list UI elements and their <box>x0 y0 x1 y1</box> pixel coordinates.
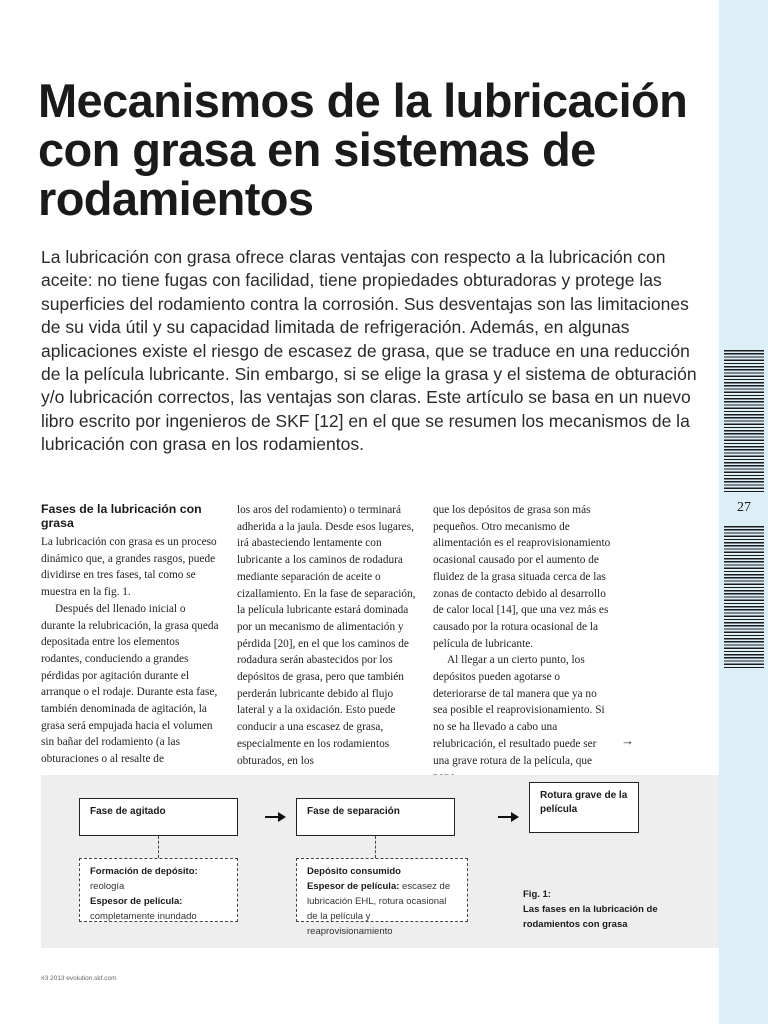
text-column-1 <box>41 502 221 768</box>
paragraph: Después del llenado inicial o durante la relubricación, la grasa queda depositada entre los elementos rodantes, conduciendo a grandes pérdidas por agitación durante el arranque o el rodaje. Durante esta fase, también denominada de agitación, la grasa será empujada hacia el volumen sin bañar del rodamiento (a las obturaciones o al resalte de <box>41 602 219 766</box>
section-heading: Fases de la lubricación con grasa <box>41 502 202 530</box>
detail-value: completamente inundado <box>90 911 197 922</box>
paragraph: los aros del rodamiento) o terminará adherida a la jaula. Desde esos lugares, irá abasteciendo lentamente con lubricante a los caminos de rodadura mediante separación de aceite o cizallamiento. En la fase de separación, la película lubricante estará dominada por un mecanismo de alimentación y pérdida [20], en el que los caminos de rodadura serán abastecidos por los depósitos de grasa, pero que también perderán lubricante debido al flujo lateral y a la oxidación. Esto puede conducir a una escasez de grasa, especialmente en los rodamientos obturados, en los <box>237 504 416 767</box>
figure-label: Fig. 1: <box>523 889 551 900</box>
detail-value: reología <box>90 881 125 892</box>
paragraph: La lubricación con grasa es un proceso dinámico que, a grandes rasgos, puede dividirse en tres fases, tal como se muestra en la fig. 1. <box>41 536 217 599</box>
continue-arrow-icon: → <box>621 733 634 748</box>
separation-details <box>296 858 468 937</box>
text-column-2 <box>237 502 417 769</box>
article-title: Mecanismos de la lubricación con grasa en sistemas de rodamientos <box>38 74 688 225</box>
page-footer: #3 2013 evolution.skf.com <box>41 975 117 982</box>
arrow-right-icon <box>498 811 519 823</box>
article-lead: La lubricación con grasa ofrece claras ventajas con respecto a la lubricación con aceite: no tiene fugas con facilidad, tiene propiedades obturadoras y protege las superficies del rodamiento contra la corrosión. Sus desventajas son las limitaciones de su vida útil y su capacidad limitada de refrigeración. Además, en algunas aplicaciones existe el riesgo de escasez de grasa, que se traduce en una reducción de la película lubricante. Sin embargo, si se elige la grasa y el sistema de obturación y/o lubricación correctos, las ventajas son claras. Este artículo se basa en un nuevo libro escrito por ingenieros de SKF [12] en el que se resumen los mecanismos de la lubricación con grasa en los rodamientos. <box>41 247 697 455</box>
decorative-stripes-bottom <box>724 526 764 668</box>
figure-caption <box>523 887 713 932</box>
connector-line <box>158 836 159 858</box>
decorative-stripes-top <box>724 350 764 492</box>
figure-caption-text: Las fases en la lubricación de rodamientos con grasa <box>523 904 658 930</box>
paragraph: que los depósitos de grasa son más pequeños. Otro mecanismo de alimentación es el reaprovisionamiento ocasional causado por el aumento de fluidez de la grasa situada cerca de las zonas de contacto debido al desarrollo de calor local [14], que una vez más es causado por la rotura ocasional de la película de lubricante. <box>433 504 611 650</box>
phase-agitation-box: Fase de agitado <box>79 798 238 836</box>
phase-separation-box: Fase de separación <box>296 798 455 836</box>
page-number: 27 <box>737 500 751 515</box>
text-column-3 <box>433 502 613 786</box>
arrow-right-icon <box>265 811 286 823</box>
detail-label: Formación de depósito: <box>90 866 198 877</box>
detail-value: escasez de lubricación EHL, rotura ocasional de la película y reaprovisionamiento <box>307 881 451 937</box>
phase-film-breakdown-box: Rotura grave de la película <box>529 782 639 833</box>
figure-1-diagram <box>41 775 719 948</box>
paragraph: Al llegar a un cierto punto, los depósitos pueden agotarse o deteriorarse de tal manera que ya no sea posible el reaprovisionamiento. Si no se ha llevado a cabo una relubricación, el resultado puede ser una grave rotura de la película, que <box>433 654 605 767</box>
detail-label: Espesor de película: <box>90 896 183 907</box>
connector-line <box>375 836 376 858</box>
agitation-details <box>79 858 238 922</box>
detail-label: Depósito consumido <box>307 866 401 877</box>
detail-label: Espesor de película: <box>307 881 400 892</box>
